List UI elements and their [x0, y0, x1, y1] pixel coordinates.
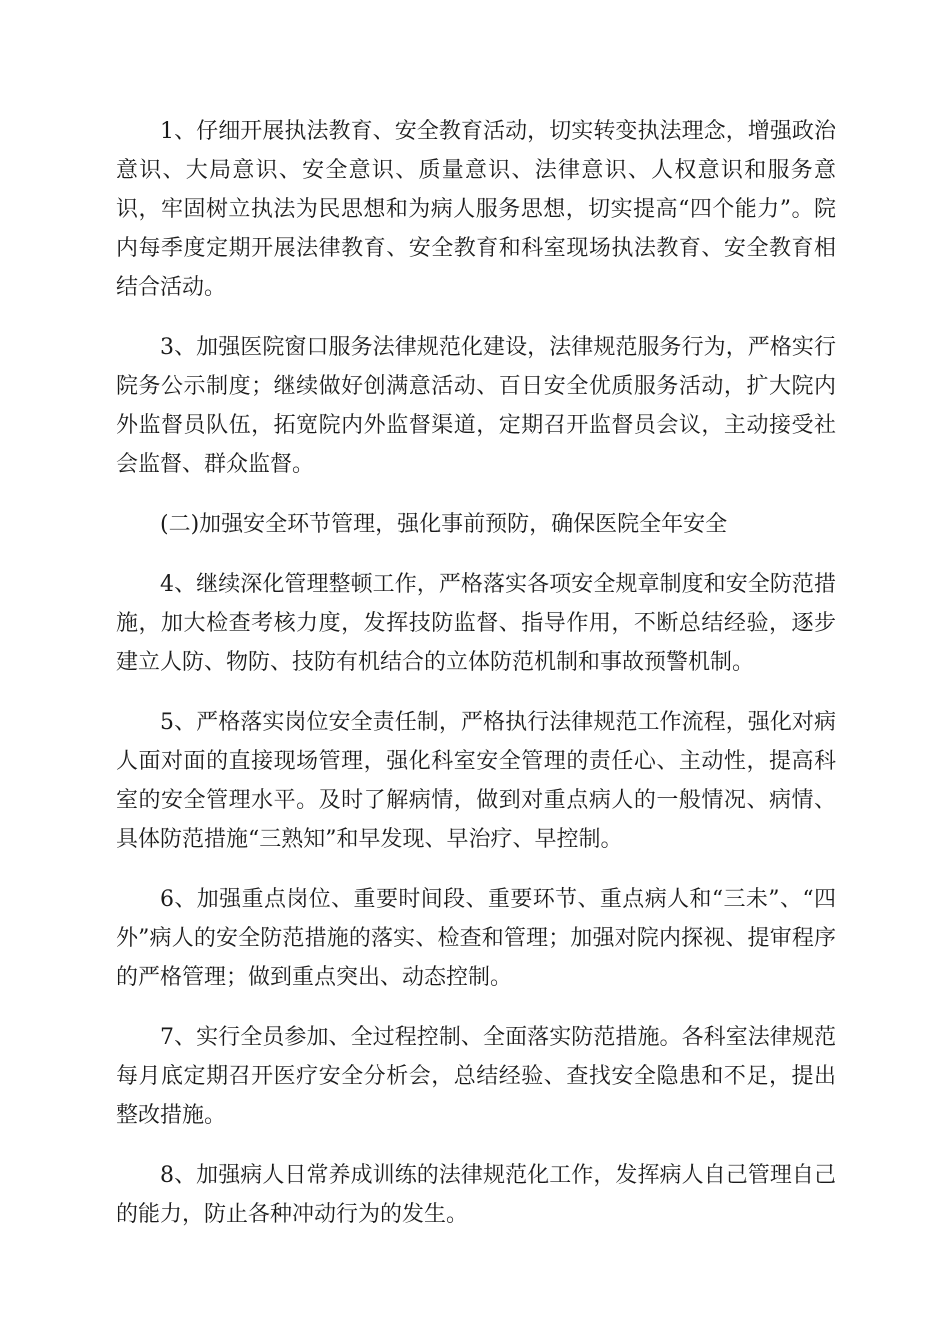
- paragraph-item-4: 4、继续深化管理整顿工作，严格落实各项安全规章制度和安全防范措施，加大检查考核力度，发挥技防监督、指导作用，不断总结经验，逐步建立人防、物防、技防有机结合的立体防范机制和事故预警机制。: [116, 572, 836, 675]
- paragraph-item-7: 7、实行全员参加、全过程控制、全面落实防范措施。各科室法律规范每月底定期召开医疗安全分析会，总结经验、查找安全隐患和不足，提出整改措施。: [116, 1025, 836, 1128]
- paragraph-item-5: 5、严格落实岗位安全责任制，严格执行法律规范工作流程，强化对病人面对面的直接现场管理，强化科室安全管理的责任心、主动性，提高科室的安全管理水平。及时了解病情，做到对重点病人的一般情况、病情、具体防范措施“三熟知”和早发现、早治疗、早控制。: [116, 710, 836, 852]
- paragraph-item-1: 1、仔细开展执法教育、安全教育活动，切实转变执法理念，增强政治意识、大局意识、安全意识、质量意识、法律意识、人权意识和服务意识，牢固树立执法为民思想和为病人服务思想，切实提高“四个能力”。院内每季度定期开展法律教育、安全教育和科室现场执法教育、安全教育相结合活动。: [116, 119, 836, 300]
- paragraph-item-6: 6、加强重点岗位、重要时间段、重要环节、重点病人和“三未”、“四外”病人的安全防范措施的落实、检查和管理；加强对院内探视、提审程序的严格管理；做到重点突出、动态控制。: [116, 887, 836, 990]
- section-heading-2: (二)加强安全环节管理，强化事前预防，确保医院全年安全: [160, 512, 728, 537]
- paragraph-item-3: 3、加强医院窗口服务法律规范化建设，法律规范服务行为，严格实行院务公示制度；继续做好创满意活动、百日安全优质服务活动，扩大院内外监督员队伍，拓宽院内外监督渠道，定期召开监督员会议，主动接受社会监督、群众监督。: [116, 335, 836, 477]
- paragraph-item-8: 8、加强病人日常养成训练的法律规范化工作，发挥病人自己管理自己的能力，防止各种冲动行为的发生。: [116, 1163, 836, 1227]
- document-body: [116, 112, 836, 1255]
